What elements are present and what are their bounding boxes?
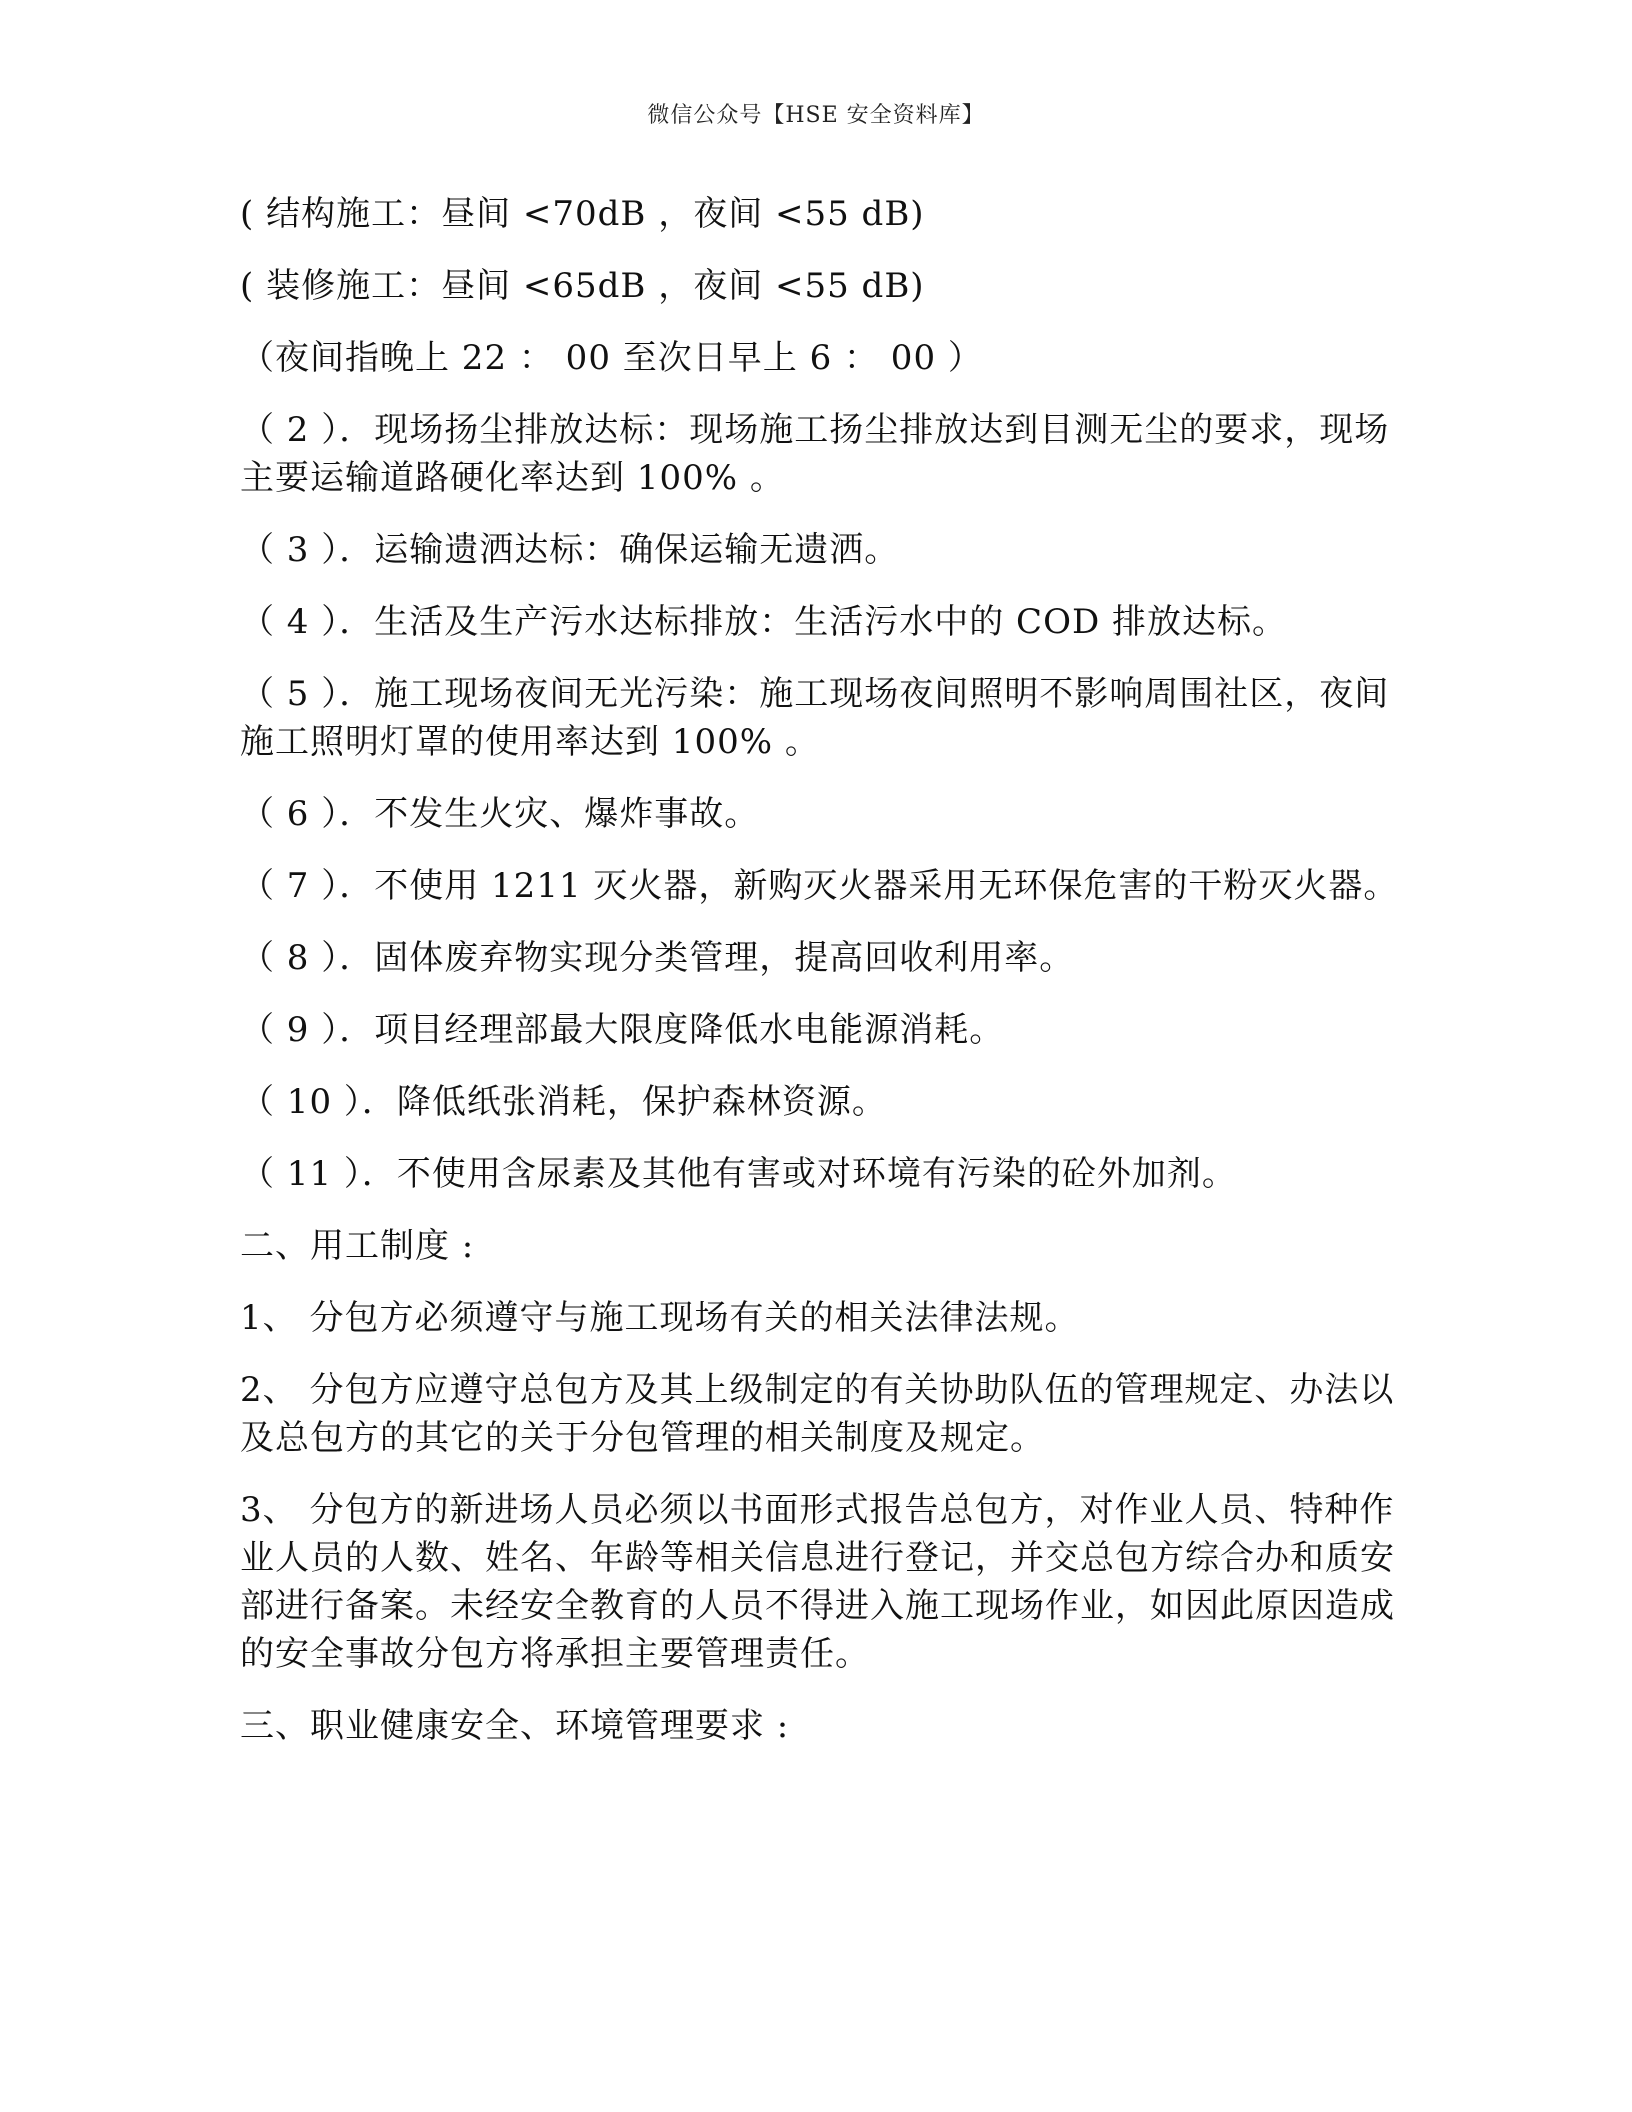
paragraph-item-5: （ 5 ）．施工现场夜间无光污染：施工现场夜间照明不影响周围社区，夜间施工照明灯罩的使用率达到 100% 。: [240, 674, 1390, 762]
paragraph-item-10: （ 10 ）．降低纸张消耗，保护森林资源。: [240, 1082, 887, 1122]
paragraph-item-2: （ 2 ）．现场扬尘排放达标：现场施工扬尘排放达到目测无尘的要求，现场主要运输道路硬化率达到 100% 。: [240, 410, 1390, 498]
paragraph-night-definition: （夜间指晚上 22 ： 00 至次日早上 6 ： 00 ）: [240, 338, 983, 378]
paragraph-item-3: （ 3 ）．运输遗洒达标：确保运输无遗洒。: [240, 530, 900, 570]
paragraph-decoration-noise: ( 装修施工：昼间 <65dB ，夜间 <55 dB): [240, 266, 925, 306]
section-heading-ohs: 三、职业健康安全、环境管理要求 :: [240, 1706, 790, 1746]
paragraph-item-6: （ 6 ）．不发生火灾、爆炸事故。: [240, 794, 760, 834]
section-heading-employment: 二、用工制度 :: [240, 1226, 475, 1266]
paragraph-structure-noise: ( 结构施工：昼间 <70dB ，夜间 <55 dB): [240, 194, 925, 234]
page-header: 微信公众号【HSE 安全资料库】: [647, 103, 985, 128]
document-body: [240, 190, 1400, 1774]
paragraph-item-11: （ 11 ）．不使用含尿素及其他有害或对环境有污染的砼外加剂。: [240, 1154, 1237, 1194]
paragraph-employment-3: 3、 分包方的新进场人员必须以书面形式报告总包方，对作业人员、特种作业人员的人数、姓名、年龄等相关信息进行登记，并交总包方综合办和质安部进行备案。未经安全教育的人员不得进入施工现场作业，如因此原因造成的安全事故分包方将承担主要管理责任。: [240, 1490, 1395, 1674]
paragraph-employment-1: 1、 分包方必须遵守与施工现场有关的相关法律法规。: [240, 1298, 1080, 1338]
paragraph-item-8: （ 8 ）．固体废弃物实现分类管理，提高回收利用率。: [240, 938, 1075, 978]
paragraph-item-4: （ 4 ）．生活及生产污水达标排放：生活污水中的 COD 排放达标。: [240, 602, 1288, 642]
paragraph-item-9: （ 9 ）．项目经理部最大限度降低水电能源消耗。: [240, 1010, 1005, 1050]
paragraph-employment-2: 2、 分包方应遵守总包方及其上级制定的有关协助队伍的管理规定、办法以及总包方的其它的关于分包管理的相关制度及规定。: [240, 1370, 1395, 1458]
paragraph-item-7: （ 7 ）．不使用 1211 灭火器，新购灭火器采用无环保危害的干粉灭火器。: [240, 866, 1399, 906]
